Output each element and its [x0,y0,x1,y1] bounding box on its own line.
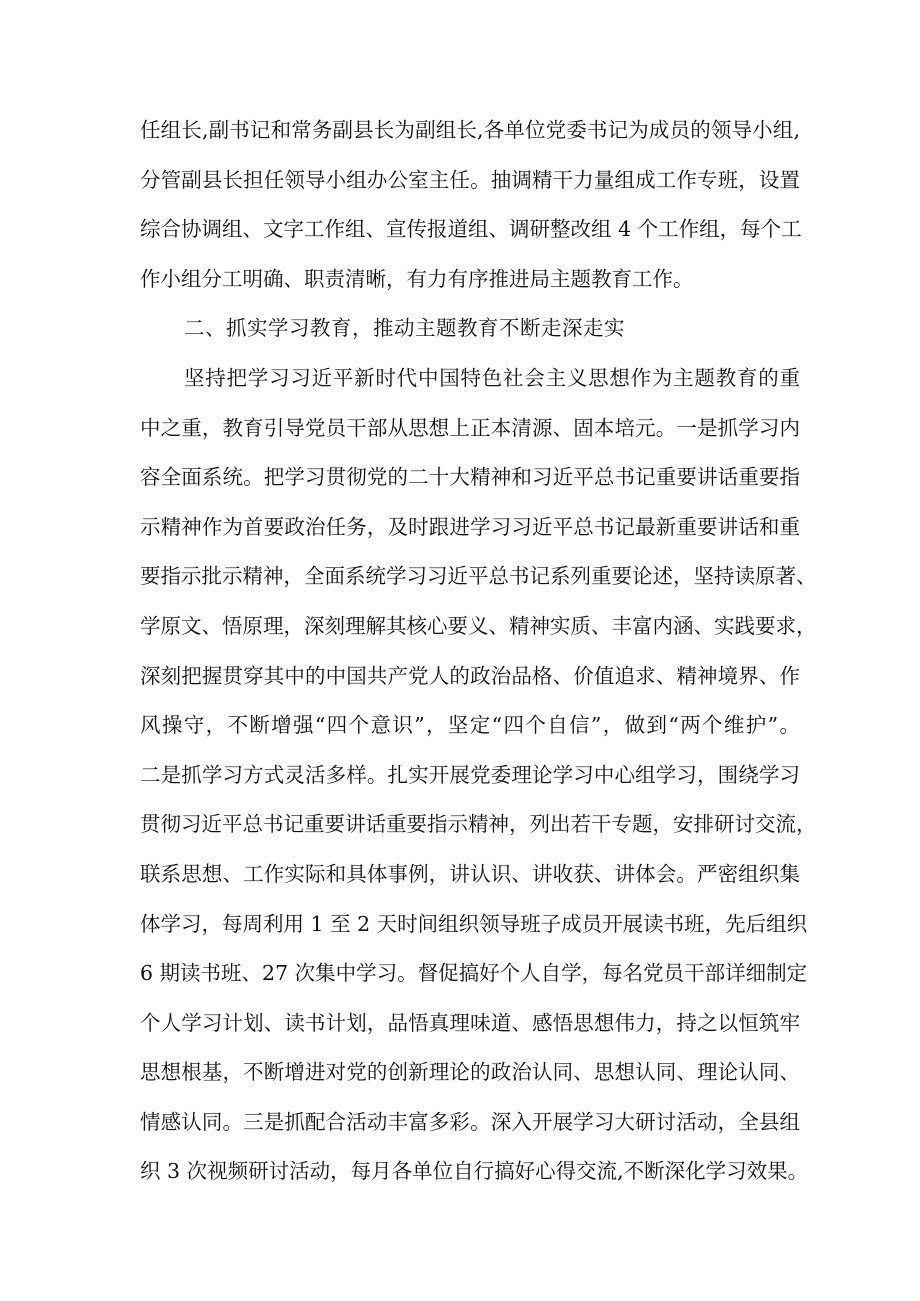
para2-line-6: 学原文、悟原理，深刻理解其核心要义、精神实质、丰富内涵、实践要求， [140,613,817,638]
para2-line-17: 织 3 次视频研讨活动，每月各单位自行搞好心得交流,不断深化学习效果。 [140,1159,809,1184]
para2-line-8: 风操守，不断增强“四个意识”，坚定“四个自信”，做到“两个维护”。 [140,713,800,738]
para2-line-7: 深刻把握贯穿其中的中国共产党人的政治品格、价值追求、精神境界、作 [140,663,800,688]
para2-line-11: 联系思想、工作实际和具体事例，讲认识、讲收获、讲体会。严密组织集 [140,861,800,886]
para2-line-14: 个人学习计划、读书计划，品悟真理味道、感悟思想伟力，持之以恒筑牢 [140,1010,800,1035]
para2-line-3: 容全面系统。把学习贯彻党的二十大精神和习近平总书记重要讲话重要指 [140,465,800,490]
para2-line-1: 坚持把学习习近平新时代中国特色社会主义思想作为主题教育的重 [184,365,800,390]
para2-line-15: 思想根基，不断增进对党的创新理论的政治认同、思想认同、理论认同、 [140,1060,800,1085]
para2-line-4: 示精神作为首要政治任务，及时跟进学习习近平总书记最新重要讲话和重 [140,514,800,539]
para1-line-2: 分管副县长担任领导小组办公室主任。抽调精干力量组成工作专班，设置 [140,167,800,192]
para2-line-12: 体学习，每周利用 1 至 2 天时间组织领导班子成员开展读书班，先后组织 [140,911,808,936]
para1-line-1: 任组长,副书记和常务副县长为副组长,各单位党委书记为成员的领导小组, [140,118,800,142]
section-heading-2: 二、抓实学习教育，推动主题教育不断走深走实 [184,316,625,341]
para2-line-13: 6 期读书班、27 次集中学习。督促搞好个人自学，每名党员干部详细制定 [140,961,808,986]
para2-line-5: 要指示批示精神，全面系统学习习近平总书记系列重要论述，坚持读原著、 [140,564,817,589]
para2-line-16: 情感认同。三是抓配合活动丰富多彩。深入开展学习大研讨活动，全县组 [140,1109,800,1134]
document-body [140,106,817,1197]
para1-line-3: 综合协调组、文字工作组、宣传报道组、调研整改组 4 个工作组，每个工 [140,217,802,242]
para2-line-10: 贯彻习近平总书记重要讲话重要指示精神，列出若干专题，安排研讨交流， [140,812,817,837]
para2-line-2: 中之重，教育引导党员干部从思想上正本清源、固本培元。一是抓学习内 [140,415,800,440]
para1-line-4: 作小组分工明确、职责清晰，有力有序推进局主题教育工作。 [140,266,694,291]
para2-line-9: 二是抓学习方式灵活多样。扎实开展党委理论学习中心组学习，围绕学习 [140,762,800,787]
